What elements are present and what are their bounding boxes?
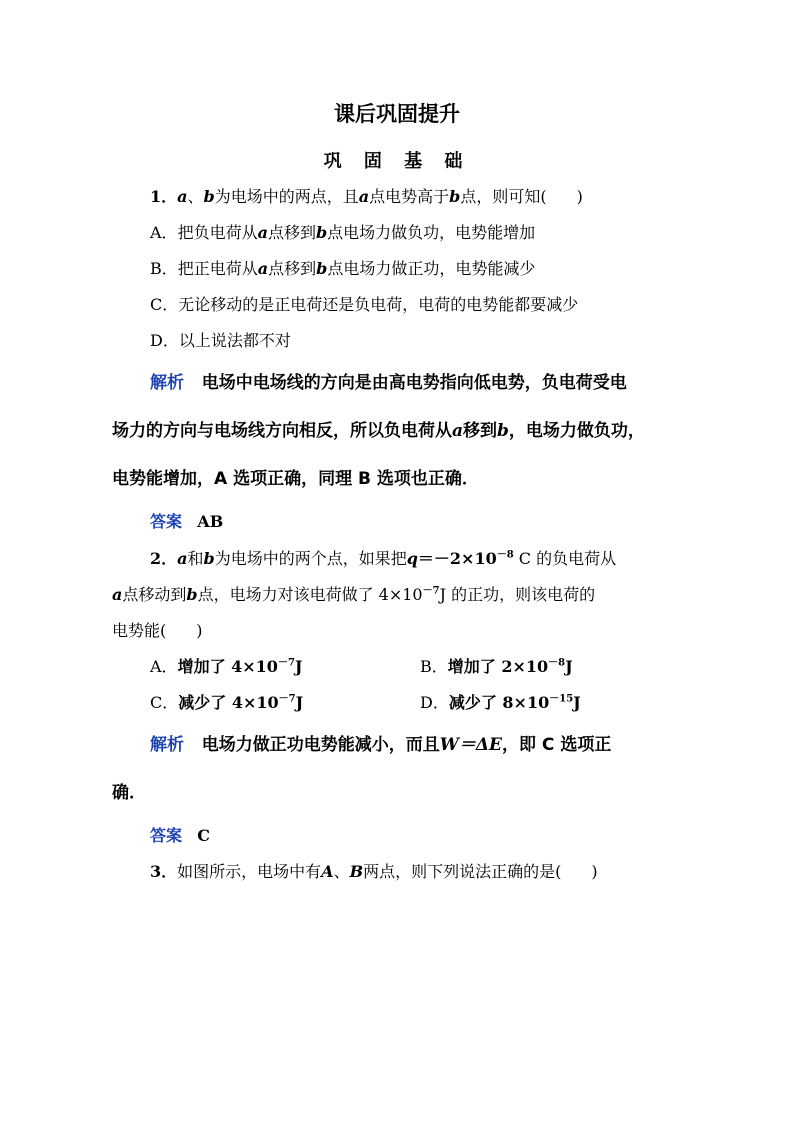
q2-stem-line2: a点移动到b点，电场力对该电荷做了 $4\times 10^{-7}J$ 的正功，则该电荷的 xyxy=(112,585,596,604)
q1-option-d: D．以上说法都不对 xyxy=(150,331,291,350)
q2-option-b: B．增加了 $2\times 10^{-8}J$ xyxy=(420,657,573,676)
q1-stem: 1．a、b为电场中的两点，且a点电势高于b点，则可知( ) xyxy=(150,187,583,206)
answer-label: 答案 xyxy=(150,826,183,845)
analysis-label: 解析 xyxy=(150,373,184,393)
answer-label: 答案 xyxy=(150,512,183,531)
analysis-label: 解析 xyxy=(150,735,184,755)
q2-option-a: A．增加了 $4\times 10^{-7}J$ xyxy=(150,657,303,676)
q2-stem-line3: 电势能( ) xyxy=(112,621,203,640)
q2-analysis-line1: 解析 电场力做正功电势能减小，而且W＝ΔE，即 C 选项正 xyxy=(150,735,612,755)
q1-option-c: C．无论移动的是正电荷还是负电荷，电荷的电势能都要减少 xyxy=(150,295,579,314)
q1-analysis-line2: 场力的方向与电场线方向相反，所以负电荷从a移到b，电场力做负功， xyxy=(112,421,645,441)
q2-stem-line1: 2．a和b为电场中的两个点，如果把$q=-2\times 10^{-8}$ C 的负电荷从 xyxy=(150,549,617,568)
q2-analysis-line2: 确． xyxy=(112,783,146,803)
q1-answer: 答案 AB xyxy=(150,512,224,531)
q2-answer: 答案 C xyxy=(150,826,211,845)
q1-option-a: A．把负电荷从a点移到b点电场力做负功，电势能增加 xyxy=(150,223,536,242)
section-title: 巩 固 基 础 xyxy=(323,151,471,172)
q1-analysis-line1: 解析 电场中电场线的方向是由高电势指向低电势，负电荷受电 xyxy=(150,373,627,393)
q1-option-b: B．把正电荷从a点移到b点电场力做正功，电势能减少 xyxy=(150,259,536,278)
q3-stem: 3．如图所示，电场中有A、B两点，则下列说法正确的是( ) xyxy=(150,862,598,881)
page-title: 课后巩固提升 xyxy=(334,102,460,126)
q2-option-d: D．减少了 $8\times 10^{-15}J$ xyxy=(420,693,581,712)
q1-analysis-line3: 电势能增加，A 选项正确，同理 B 选项也正确． xyxy=(112,469,479,489)
q2-option-c: C．减少了 $4\times 10^{-7}J$ xyxy=(150,693,304,712)
